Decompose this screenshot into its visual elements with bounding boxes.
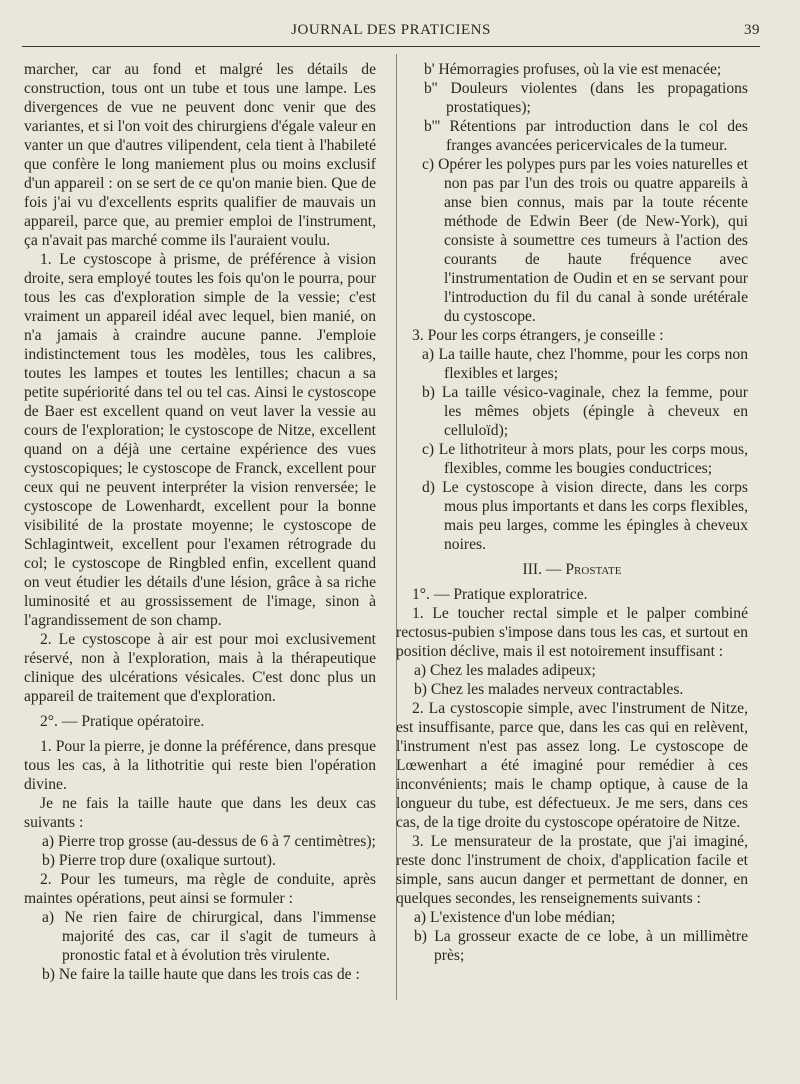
paragraph: 3. Pour les corps étrangers, je conseille : bbox=[412, 327, 664, 344]
list-item: b'' Douleurs violentes (dans les propagations prostatiques); bbox=[424, 80, 748, 116]
header-rule bbox=[22, 46, 760, 47]
paragraph: marcher, car au fond et malgré les détails de construction, tous ont un tube et tous une lampe. Les divergences de vue ne peuvent donc venir que des variantes, et si l'on voit des chirurgiens d'égale valeur en vanter un que d'autres vilipendent, cela tient à l'habileté que confère le long maniement plus ou moins exclusif d'un appareil : on se sert de ce qu'on manie bien. Que de fois j'ai vu d'excellents esprits qualifier de mauvais un appareil, parce que, au premier emploi de l'instrument, ça n'avait pas marché comme ils l'auraient voulu. bbox=[24, 61, 376, 249]
paragraph: 1. Le cystoscope à prisme, de préférence à vision droite, sera employé toutes les fois qu'on le pourra, pour tous les cas d'exploration simple de la vessie; c'est vraiment un appareil idéal avec lequel, bien manié, on n'a jamais à craindre aucune panne. J'emploie indistinctement tous les modèles, tous les calibres, toutes les lampes et toutes les lentilles; chacun a sa petite supériorité dans tel ou tel cas. Ainsi le cystoscope de Baer est excellent quand on veut laver la vessie au cours de l'exploration; le cystoscope de Nitze, excellent quand on a déjà une certaine expérience des vues cystoscopiques; le cystoscope de Franck, excellent pour ceux qui ne peuvent interpréter la vision renversée; le cystoscope de Lowenhardt, excellent pour la bonne visibilité de la prostate moyenne; le cystoscope de Schlagintweit, excellent pour l'examen rétrograde du col; le cystoscope de Ringbled enfin, excellent quand on veut étudier les détails d'une lésion, grâce à sa riche luminosité et au grossissement de l'image, sinon à l'agrandissement de son champ. bbox=[24, 251, 376, 629]
list-item: b) Chez les malades nerveux contractables. bbox=[414, 681, 684, 698]
list-item: b''' Rétentions par introduction dans le col des franges avancées pericervicales de la tumeur. bbox=[424, 118, 748, 154]
left-column bbox=[24, 60, 376, 984]
list-item: a) Pierre trop grosse (au-dessus de 6 à 7 centimètres); bbox=[42, 833, 376, 850]
list-item: b' Hémorragies profuses, où la vie est menacée; bbox=[424, 61, 722, 78]
paragraph: 2. La cystoscopie simple, avec l'instrument de Nitze, est insuffisante, parce que, dans les cas qui en relèvent, l'instrument n'est pas assez long. Le cystoscope de Lœwenhart a été imaginé pour remédier à ces inconvénients; mais le champ optique, à cause de la longueur du tube, est défectueux. Je me sers, dans ces cas, de la tige droite du cystoscope opératoire de Nitze. bbox=[396, 700, 748, 831]
journal-title: JOURNAL DES PRATICIENS bbox=[291, 22, 491, 38]
list-item: a) Ne rien faire de chirurgical, dans l'immense majorité des cas, car il s'agit de tumeurs à pronostic fatal et à évolution très virulente. bbox=[42, 909, 376, 964]
page-number: 39 bbox=[744, 22, 760, 38]
list-item: c) Opérer les polypes purs par les voies naturelles et non pas par l'un des trois ou quatre appareils à anse bien connus, mais par la toute récente méthode de Edwin Beer (de New-York), qui consiste à soumettre ces tumeurs à l'action des courants de haute fréquence avec l'instrumentation de Oudin et en se servant pour l'introduction du fil du canal à sonde urétérale du cystoscope. bbox=[422, 156, 748, 325]
list-item: a) L'existence d'un lobe médian; bbox=[414, 909, 616, 926]
paragraph: Je ne fais la taille haute que dans les deux cas suivants : bbox=[24, 795, 376, 831]
list-item: c) Le lithotriteur à mors plats, pour les corps mous, flexibles, comme les bougies conductrices; bbox=[422, 441, 748, 477]
list-item: b) La grosseur exacte de ce lobe, à un millimètre près; bbox=[414, 928, 748, 964]
section-heading: 2°. — Pratique opératoire. bbox=[40, 713, 205, 730]
paragraph: 1. Le toucher rectal simple et le palper combiné rectosus-pubien s'impose dans tous les cas, et surtout en position déclive, mais il est notoirement insuffisant : bbox=[396, 605, 748, 660]
list-item: b) La taille vésico-vaginale, chez la femme, pour les mêmes objets (épingle à cheveux en celluloïd); bbox=[422, 384, 748, 439]
paragraph: 2. Pour les tumeurs, ma règle de conduite, après maintes opérations, peut ainsi se formuler : bbox=[24, 871, 376, 907]
list-item: a) La taille haute, chez l'homme, pour les corps non flexibles et larges; bbox=[422, 346, 748, 382]
paragraph: 3. Le mensurateur de la prostate, que j'ai imaginé, reste donc l'instrument de choix, d'application facile et simple, sans aucun danger et permettant de donner, en quelques secondes, les renseignements suivants : bbox=[396, 833, 748, 907]
running-header bbox=[22, 22, 760, 44]
paragraph: 1. Pour la pierre, je donne la préférence, dans presque tous les cas, à la lithotritie qui reste bien l'opération divine. bbox=[24, 738, 376, 793]
section-heading: III. — Prostate bbox=[522, 561, 622, 578]
subsection-heading: 1°. — Pratique exploratrice. bbox=[412, 586, 588, 603]
list-item: b) Ne faire la taille haute que dans les trois cas de : bbox=[42, 966, 360, 983]
list-item: a) Chez les malades adipeux; bbox=[414, 662, 596, 679]
list-item: d) Le cystoscope à vision directe, dans les corps mous plus importants et dans les corps flexibles, mais peu larges, comme les épingles à cheveux noires. bbox=[422, 479, 748, 553]
list-item: b) Pierre trop dure (oxalique surtout). bbox=[42, 852, 276, 869]
right-column bbox=[396, 60, 748, 965]
paragraph: 2. Le cystoscope à air est pour moi exclusivement réservé, non à l'exploration, mais à la thérapeutique clinique des ulcérations vésicales. C'est donc plus un appareil de traitement que d'exploration. bbox=[24, 631, 376, 705]
